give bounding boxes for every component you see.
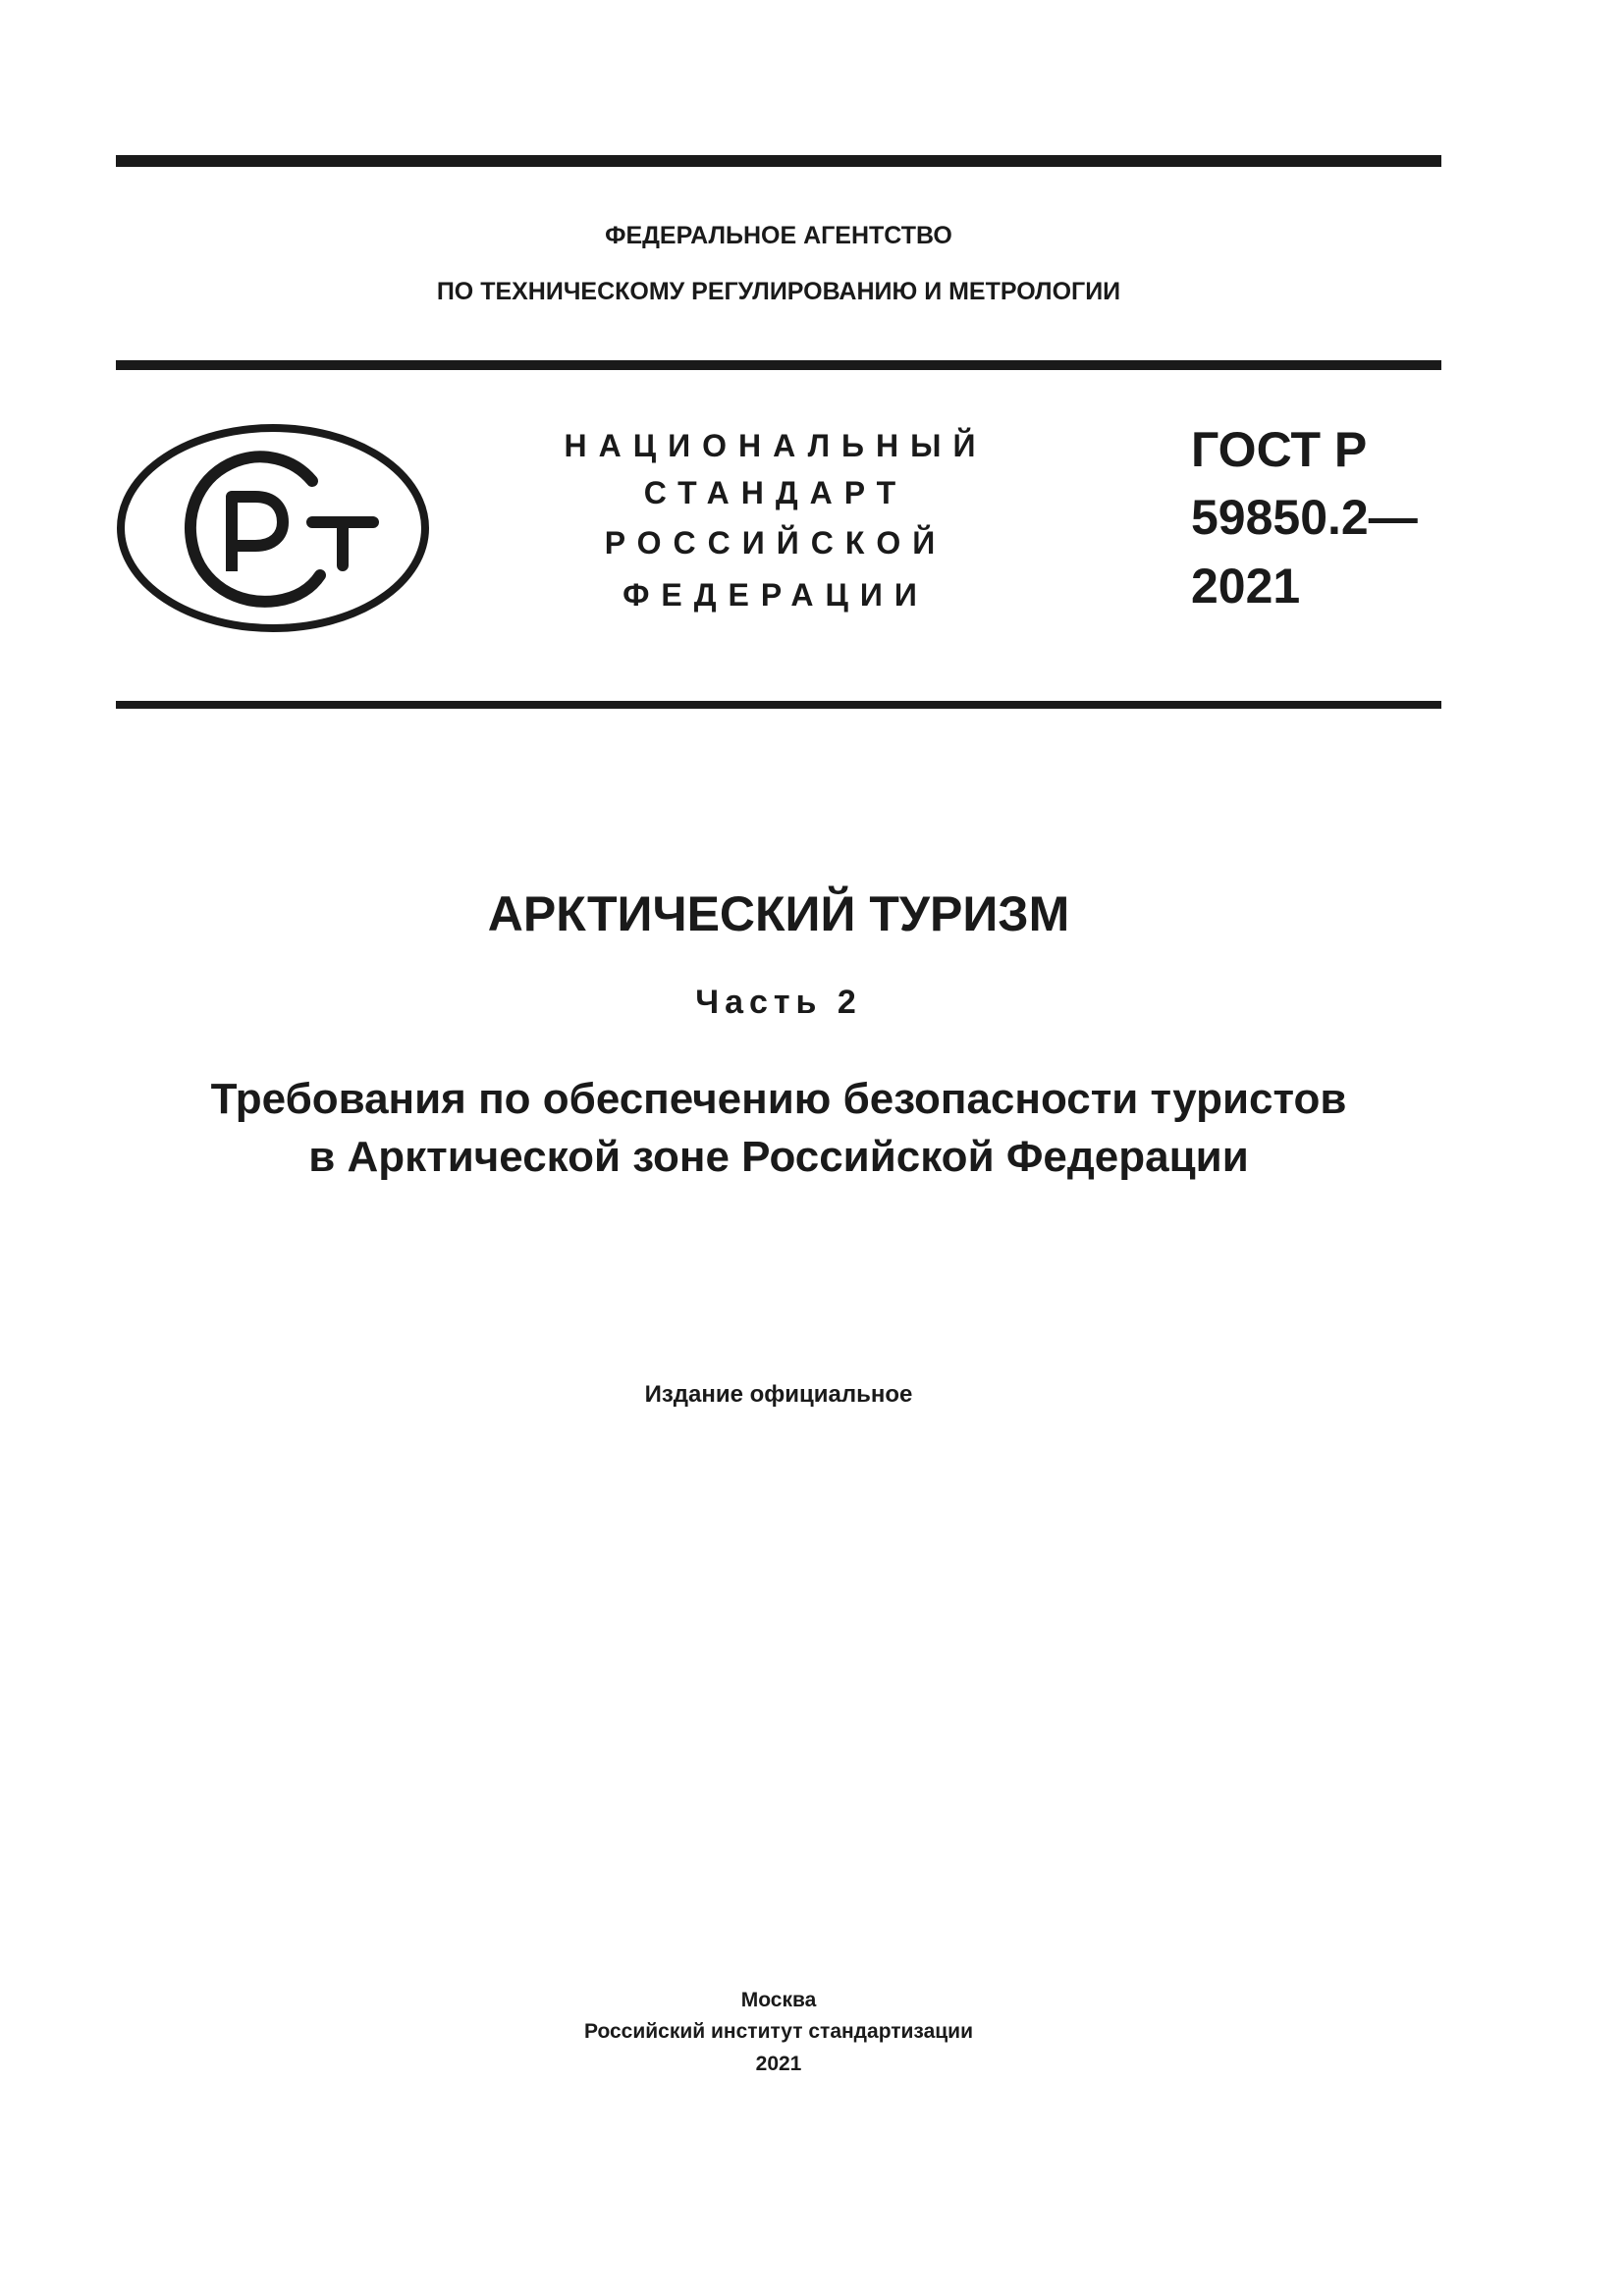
publisher-name: Российский институт стандартизации (583, 2020, 974, 2043)
rst-certification-logo-icon (116, 420, 430, 636)
document-subtitle-line1: Требования по обеспечению безопасности туристов (210, 1075, 1347, 1123)
top-rule (116, 155, 1441, 167)
document-title: АРКТИЧЕСКИЙ ТУРИЗМ (487, 886, 1070, 941)
publication-year: 2021 (755, 2053, 802, 2075)
national-standard-line4: ФЕДЕРАЦИИ (623, 577, 929, 613)
standard-designation-line3: 2021 (1191, 559, 1301, 614)
standard-designation-line1: ГОСТ Р (1191, 422, 1368, 477)
bottom-rule (116, 701, 1441, 709)
middle-rule (116, 360, 1441, 370)
national-standard-line3: РОССИЙСКОЙ (604, 525, 947, 561)
document-part: Часть 2 (695, 984, 862, 1021)
national-standard-line1: НАЦИОНАЛЬНЫЙ (564, 428, 988, 463)
document-subtitle-line2: в Арктической зоне Российской Федерации (308, 1133, 1249, 1181)
agency-name-line1: ФЕДЕРАЛЬНОЕ АГЕНТСТВО (605, 222, 952, 249)
standard-designation-line2: 59850.2— (1191, 490, 1418, 545)
agency-name-line2: ПО ТЕХНИЧЕСКОМУ РЕГУЛИРОВАНИЮ И МЕТРОЛОГИИ (436, 278, 1121, 305)
publication-city: Москва (740, 1989, 817, 2011)
edition-label: Издание официальное (644, 1381, 913, 1408)
national-standard-line2: СТАНДАРТ (643, 475, 908, 510)
